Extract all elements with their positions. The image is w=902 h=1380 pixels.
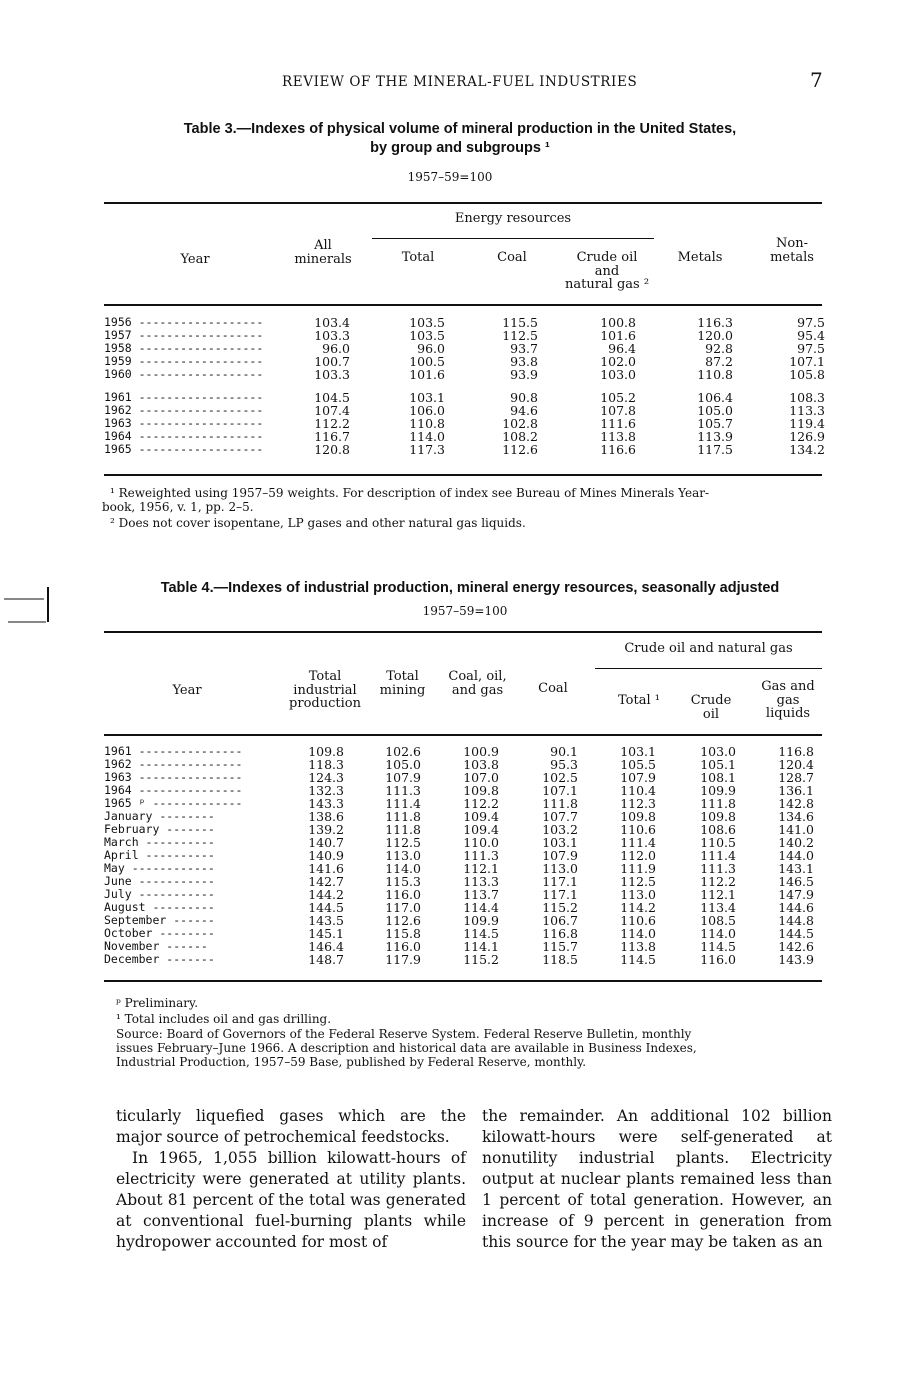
t3-h-all-1: All — [314, 238, 332, 253]
table3-caption-line2: by group and subgroups ¹ — [370, 140, 550, 156]
t4-h-tm-2: mining — [379, 682, 426, 698]
row-label: October -------- — [104, 926, 215, 940]
t4-h-tm-1: Total — [386, 669, 419, 684]
table-cell: 139.2 — [308, 822, 344, 837]
table-cell: 141.0 — [778, 822, 814, 837]
table-cell: 120.4 — [778, 757, 814, 772]
table-cell: 112.3 — [620, 796, 656, 811]
table-cell: 147.9 — [778, 887, 814, 902]
table-cell: 110.0 — [463, 835, 499, 850]
t3-footnote-1a: ¹ Reweighted using 1957–59 weights. For description of index see Bureau of Mines Minerals Year- — [110, 486, 710, 500]
row-label: 1957 ------------------ — [104, 328, 264, 342]
table-row — [104, 443, 825, 456]
row-label: May ------------ — [104, 861, 215, 875]
table-row — [104, 381, 825, 404]
table-cell: 113.3 — [463, 874, 499, 889]
table-cell: 108.1 — [700, 770, 736, 785]
table-cell: 97.5 — [797, 341, 825, 356]
table3-caption — [100, 120, 820, 158]
row-label: 1956 ------------------ — [104, 315, 264, 329]
table-cell: 115.5 — [502, 315, 538, 330]
table-cell: 109.4 — [463, 809, 499, 824]
body-column-left — [116, 1106, 466, 1253]
table-cell: 108.5 — [700, 913, 736, 928]
table-cell: 113.0 — [542, 861, 578, 876]
table-cell: 112.6 — [502, 442, 538, 457]
table-cell: 114.5 — [700, 939, 736, 954]
table-cell: 105.0 — [697, 403, 733, 418]
row-label: 1964 --------------- — [104, 783, 243, 797]
table-cell: 113.7 — [463, 887, 499, 902]
table4-top-rule — [104, 631, 822, 633]
table-cell: 112.1 — [700, 887, 736, 902]
table-cell: 148.7 — [308, 952, 344, 967]
table-cell: 119.4 — [789, 416, 825, 431]
table-cell: 114.5 — [620, 952, 656, 967]
table-cell: 90.8 — [510, 390, 538, 405]
t4-h-crude-1: Crude — [690, 693, 732, 708]
table-cell: 109.8 — [620, 809, 656, 824]
table3-footnotes — [102, 486, 820, 530]
row-label: August --------- — [104, 900, 215, 914]
t4-source-2: issues February–June 1966. A description and historical data are available in Business Indexes, — [116, 1041, 697, 1055]
table3-body — [104, 316, 825, 456]
table-cell: 106.7 — [542, 913, 578, 928]
table-cell: 114.4 — [463, 900, 499, 915]
t4-footnote-1: ¹ Total includes oil and gas drilling. — [116, 1012, 332, 1026]
page-number: 7 — [810, 68, 824, 92]
row-label: December ------- — [104, 952, 215, 966]
row-label: September ------ — [104, 913, 215, 927]
table-cell: 101.6 — [600, 328, 636, 343]
t4-footnote-p: ᵖ Preliminary. — [116, 996, 199, 1010]
table-cell: 114.1 — [463, 939, 499, 954]
table-cell: 100.8 — [600, 315, 636, 330]
t4-h-cog-2: and gas — [451, 682, 504, 698]
row-label: February ------- — [104, 822, 215, 836]
table-cell: 93.8 — [510, 354, 538, 369]
t3-h-metals: Metals — [677, 250, 723, 265]
table-cell: 103.0 — [600, 367, 636, 382]
table-cell: 107.4 — [314, 403, 350, 418]
table-cell: 134.2 — [789, 442, 825, 457]
table-cell: 93.9 — [510, 367, 538, 382]
t4-source-3: Industrial Production, 1957–59 Base, published by Federal Reserve, monthly. — [116, 1055, 587, 1069]
table-cell: 103.3 — [314, 328, 350, 343]
t4-h-total: Total ¹ — [618, 693, 660, 708]
t3-h-nonmetals — [752, 237, 832, 264]
table-cell: 132.3 — [308, 783, 344, 798]
table-cell: 107.9 — [385, 770, 421, 785]
table4-group-header: Crude oil and natural gas — [624, 641, 793, 656]
table-cell: 138.6 — [308, 809, 344, 824]
table-cell: 111.8 — [385, 809, 421, 824]
table-cell: 114.5 — [463, 926, 499, 941]
table-cell: 136.1 — [778, 783, 814, 798]
table-cell: 113.0 — [385, 848, 421, 863]
table4-body — [104, 745, 814, 966]
table-cell: 144.2 — [308, 887, 344, 902]
table-cell: 111.8 — [385, 822, 421, 837]
table-cell: 115.3 — [385, 874, 421, 889]
row-label: 1960 ------------------ — [104, 367, 264, 381]
table-cell: 126.9 — [789, 429, 825, 444]
table3-caption-line1: Table 3.—Indexes of physical volume of mineral production in the United States, — [183, 121, 737, 137]
table-cell: 112.0 — [620, 848, 656, 863]
table-cell: 134.6 — [778, 809, 814, 824]
t3-h-total: Total — [401, 250, 435, 265]
table-cell: 107.7 — [542, 809, 578, 824]
margin-bracket-mark — [0, 584, 52, 624]
table-cell: 102.8 — [502, 416, 538, 431]
table-cell: 87.2 — [705, 354, 733, 369]
table-cell: 140.9 — [308, 848, 344, 863]
t3-h-non-1: Non- — [776, 236, 808, 251]
table-cell: 111.4 — [700, 848, 736, 863]
table-cell: 140.7 — [308, 835, 344, 850]
table-cell: 143.1 — [778, 861, 814, 876]
table-cell: 143.3 — [308, 796, 344, 811]
table-cell: 140.2 — [778, 835, 814, 850]
table-cell: 100.7 — [314, 354, 350, 369]
row-label: 1964 ------------------ — [104, 429, 264, 443]
table-cell: 107.8 — [600, 403, 636, 418]
table-cell: 105.2 — [600, 390, 636, 405]
t4-h-tip-1: Total — [308, 669, 342, 684]
row-label: 1965 ᵖ ------------- — [104, 796, 243, 810]
t4-h-total-industrial — [280, 670, 370, 711]
table-cell: 109.8 — [463, 783, 499, 798]
table-cell: 115.2 — [463, 952, 499, 967]
table-cell: 109.8 — [700, 809, 736, 824]
table-cell: 103.3 — [314, 367, 350, 382]
table-cell: 102.6 — [385, 744, 421, 759]
table-cell: 114.0 — [620, 926, 656, 941]
table-cell: 110.4 — [620, 783, 656, 798]
table-cell: 111.8 — [700, 796, 736, 811]
table-cell: 106.0 — [409, 403, 445, 418]
table-cell: 93.7 — [510, 341, 538, 356]
table-cell: 94.6 — [510, 403, 538, 418]
table-cell: 120.8 — [314, 442, 350, 457]
table-cell: 101.6 — [409, 367, 445, 382]
row-label: 1959 ------------------ — [104, 354, 264, 368]
table-cell: 114.0 — [700, 926, 736, 941]
t4-h-coal-oil-gas — [440, 670, 515, 697]
table-cell: 112.2 — [463, 796, 499, 811]
table-cell: 113.8 — [600, 429, 636, 444]
table-cell: 105.8 — [789, 367, 825, 382]
t4-h-tip-3: production — [289, 696, 361, 711]
t3-h-all-minerals — [283, 239, 363, 266]
table-cell: 115.2 — [542, 900, 578, 915]
table-cell: 144.5 — [308, 900, 344, 915]
table-cell: 108.6 — [700, 822, 736, 837]
table-cell: 114.2 — [620, 900, 656, 915]
t3-h-coal: Coal — [497, 250, 527, 265]
table-cell: 107.1 — [542, 783, 578, 798]
body-column-right — [482, 1106, 832, 1253]
table-cell: 109.8 — [308, 744, 344, 759]
row-label: November ------ — [104, 939, 208, 953]
table-cell: 100.5 — [409, 354, 445, 369]
t4-h-coal: Coal — [538, 681, 568, 696]
table-cell: 113.3 — [789, 403, 825, 418]
table-cell: 96.0 — [417, 341, 445, 356]
table-cell: 116.0 — [385, 887, 421, 902]
t4-h-gas-2: gas — [776, 692, 800, 708]
table-cell: 118.3 — [308, 757, 344, 772]
t3-h-crude-1: Crude oil — [576, 250, 638, 265]
row-label: March ---------- — [104, 835, 215, 849]
t3-footnote-2: ² Does not cover isopentane, LP gases and other natural gas liquids. — [110, 516, 526, 530]
table4-bottom-rule — [104, 980, 822, 982]
table-cell: 110.6 — [620, 913, 656, 928]
table-cell: 111.4 — [620, 835, 656, 850]
table-cell: 111.4 — [385, 796, 421, 811]
t4-h-crude-2: oil — [702, 706, 720, 722]
table-cell: 116.0 — [385, 939, 421, 954]
table-cell: 113.8 — [620, 939, 656, 954]
table-cell: 103.8 — [463, 757, 499, 772]
table-cell: 109.9 — [463, 913, 499, 928]
table3-header-rule — [104, 304, 822, 306]
table-cell: 95.4 — [797, 328, 825, 343]
table-cell: 103.2 — [542, 822, 578, 837]
t3-footnote-1b: book, 1956, v. 1, pp. 2–5. — [102, 500, 254, 514]
table-cell: 104.5 — [314, 390, 350, 405]
t4-source-1: Source: Board of Governors of the Federal Reserve System. Federal Reserve Bulletin, monthly — [116, 1027, 692, 1041]
table-cell: 144.6 — [778, 900, 814, 915]
row-label: 1962 --------------- — [104, 757, 243, 771]
table-cell: 106.4 — [697, 390, 733, 405]
table-cell: 111.9 — [620, 861, 656, 876]
table-cell: 103.4 — [314, 315, 350, 330]
table-cell: 116.6 — [600, 442, 636, 457]
table-cell: 141.6 — [308, 861, 344, 876]
table-cell: 116.7 — [314, 429, 350, 444]
table-row — [104, 368, 825, 381]
table-cell: 111.3 — [700, 861, 736, 876]
table-cell: 118.5 — [542, 952, 578, 967]
table-cell: 112.1 — [463, 861, 499, 876]
table-cell: 113.0 — [620, 887, 656, 902]
row-label: January -------- — [104, 809, 215, 823]
t3-h-non-2: metals — [770, 249, 814, 265]
t3-h-crude-3: natural gas ² — [564, 277, 650, 292]
table-cell: 142.7 — [308, 874, 344, 889]
t4-h-crude-oil — [680, 694, 742, 721]
table-cell: 116.8 — [542, 926, 578, 941]
table-cell: 107.1 — [789, 354, 825, 369]
t3-h-all-2: minerals — [294, 251, 352, 267]
table-cell: 115.8 — [385, 926, 421, 941]
t3-h-crude-2: and — [594, 263, 620, 279]
table-cell: 111.6 — [600, 416, 636, 431]
t4-h-gas-liquids — [752, 680, 824, 721]
table-cell: 92.8 — [705, 341, 733, 356]
body-col2-para1: the remainder. An additional 102 billion kilowatt-hours were self-generated at nonutility industrial plants. Electricity output at nuclear plants remained less than 1 percent of total generation. However, an increase of 9 percent in generation from this source for the year may be taken as an — [482, 1107, 832, 1251]
table-cell: 109.9 — [700, 783, 736, 798]
t4-h-gas-3: liquids — [765, 706, 811, 721]
table-cell: 113.4 — [700, 900, 736, 915]
table-cell: 128.7 — [778, 770, 814, 785]
table-cell: 143.9 — [778, 952, 814, 967]
body-col1-para2: In 1965, 1,055 billion kilowatt-hours of electricity were generated at utility plants. About 81 percent of the total was generated at conventional fuel-burning plants while hydropower accounted for most of — [116, 1149, 466, 1251]
row-label: April ---------- — [104, 848, 215, 862]
table-cell: 105.7 — [697, 416, 733, 431]
table-cell: 144.5 — [778, 926, 814, 941]
table-cell: 114.0 — [385, 861, 421, 876]
table3-basis: 1957–59=100 — [407, 170, 493, 184]
table-cell: 145.1 — [308, 926, 344, 941]
table4-footnotes — [116, 996, 832, 1069]
table-cell: 110.8 — [409, 416, 445, 431]
table-cell: 117.9 — [385, 952, 421, 967]
table3-top-rule — [104, 202, 822, 204]
table-cell: 144.8 — [778, 913, 814, 928]
table-cell: 108.2 — [502, 429, 538, 444]
table-cell: 112.5 — [502, 328, 538, 343]
table-cell: 124.3 — [308, 770, 344, 785]
t4-h-year: Year — [172, 683, 202, 698]
t4-h-cog-1: Coal, oil, — [448, 669, 507, 684]
row-label: 1961 ------------------ — [104, 390, 264, 404]
table-cell: 112.6 — [385, 913, 421, 928]
table-cell: 117.5 — [697, 442, 733, 457]
t3-h-crude — [552, 251, 662, 292]
table-cell: 146.4 — [308, 939, 344, 954]
table-cell: 96.4 — [608, 341, 636, 356]
table-cell: 107.9 — [620, 770, 656, 785]
table-cell: 116.8 — [778, 744, 814, 759]
table-cell: 102.0 — [600, 354, 636, 369]
table-cell: 112.2 — [314, 416, 350, 431]
table-cell: 109.4 — [463, 822, 499, 837]
table-cell: 111.3 — [385, 783, 421, 798]
t4-h-gas-1: Gas and — [761, 679, 815, 694]
table-cell: 103.1 — [542, 835, 578, 850]
table-cell: 100.9 — [463, 744, 499, 759]
table-cell: 117.1 — [542, 887, 578, 902]
row-label: 1963 ------------------ — [104, 416, 264, 430]
table-cell: 97.5 — [797, 315, 825, 330]
row-label: July ----------- — [104, 887, 215, 901]
table-cell: 117.1 — [542, 874, 578, 889]
table-cell: 117.0 — [385, 900, 421, 915]
table-cell: 103.0 — [700, 744, 736, 759]
table-cell: 115.7 — [542, 939, 578, 954]
row-label: 1961 --------------- — [104, 744, 243, 758]
table-cell: 142.8 — [778, 796, 814, 811]
table-cell: 96.0 — [322, 341, 350, 356]
table-cell: 117.3 — [409, 442, 445, 457]
table-cell: 112.2 — [700, 874, 736, 889]
table-cell: 102.5 — [542, 770, 578, 785]
table4-caption: Table 4.—Indexes of industrial production, mineral energy resources, seasonally adjusted — [160, 580, 780, 596]
row-label: 1962 ------------------ — [104, 403, 264, 417]
table-cell: 116.0 — [700, 952, 736, 967]
row-label: 1958 ------------------ — [104, 341, 264, 355]
table-cell: 111.8 — [542, 796, 578, 811]
table-cell: 105.1 — [700, 757, 736, 772]
table-cell: 107.0 — [463, 770, 499, 785]
table-cell: 107.9 — [542, 848, 578, 863]
table-cell: 105.5 — [620, 757, 656, 772]
table-cell: 110.6 — [620, 822, 656, 837]
table-cell: 103.1 — [409, 390, 445, 405]
table4-group-rule — [595, 668, 822, 669]
row-label: 1963 --------------- — [104, 770, 243, 784]
table3-bottom-rule — [104, 474, 822, 476]
table-cell: 108.3 — [789, 390, 825, 405]
row-label: June ----------- — [104, 874, 215, 888]
table-cell: 111.3 — [463, 848, 499, 863]
table-cell: 90.1 — [550, 744, 578, 759]
table-cell: 103.5 — [409, 315, 445, 330]
table-cell: 142.6 — [778, 939, 814, 954]
table-row — [104, 953, 814, 966]
table4-basis: 1957–59=100 — [422, 604, 508, 618]
t4-h-total-mining — [370, 670, 435, 697]
table-cell: 112.5 — [385, 835, 421, 850]
table-cell: 114.0 — [409, 429, 445, 444]
table-cell: 103.1 — [620, 744, 656, 759]
table-cell: 112.5 — [620, 874, 656, 889]
table-cell: 144.0 — [778, 848, 814, 863]
table-cell: 113.9 — [697, 429, 733, 444]
table-cell: 110.8 — [697, 367, 733, 382]
body-col1-para1: ticularly liquefied gases which are the major source of petrochemical feedstocks. — [116, 1107, 466, 1146]
row-label: 1965 ------------------ — [104, 442, 264, 456]
table-cell: 143.5 — [308, 913, 344, 928]
table4-header-rule — [104, 734, 822, 736]
table-cell: 120.0 — [697, 328, 733, 343]
table-cell: 105.0 — [385, 757, 421, 772]
table-cell: 110.5 — [700, 835, 736, 850]
table-cell: 95.3 — [550, 757, 578, 772]
table3-group-rule — [372, 238, 654, 239]
table-cell: 116.3 — [697, 315, 733, 330]
table-cell: 146.5 — [778, 874, 814, 889]
t4-h-tip-2: industrial — [293, 682, 357, 698]
table-cell: 103.5 — [409, 328, 445, 343]
running-title: REVIEW OF THE MINERAL-FUEL INDUSTRIES — [282, 74, 638, 90]
t3-h-year: Year — [180, 252, 210, 267]
table3-group-header: Energy resources — [454, 211, 572, 226]
